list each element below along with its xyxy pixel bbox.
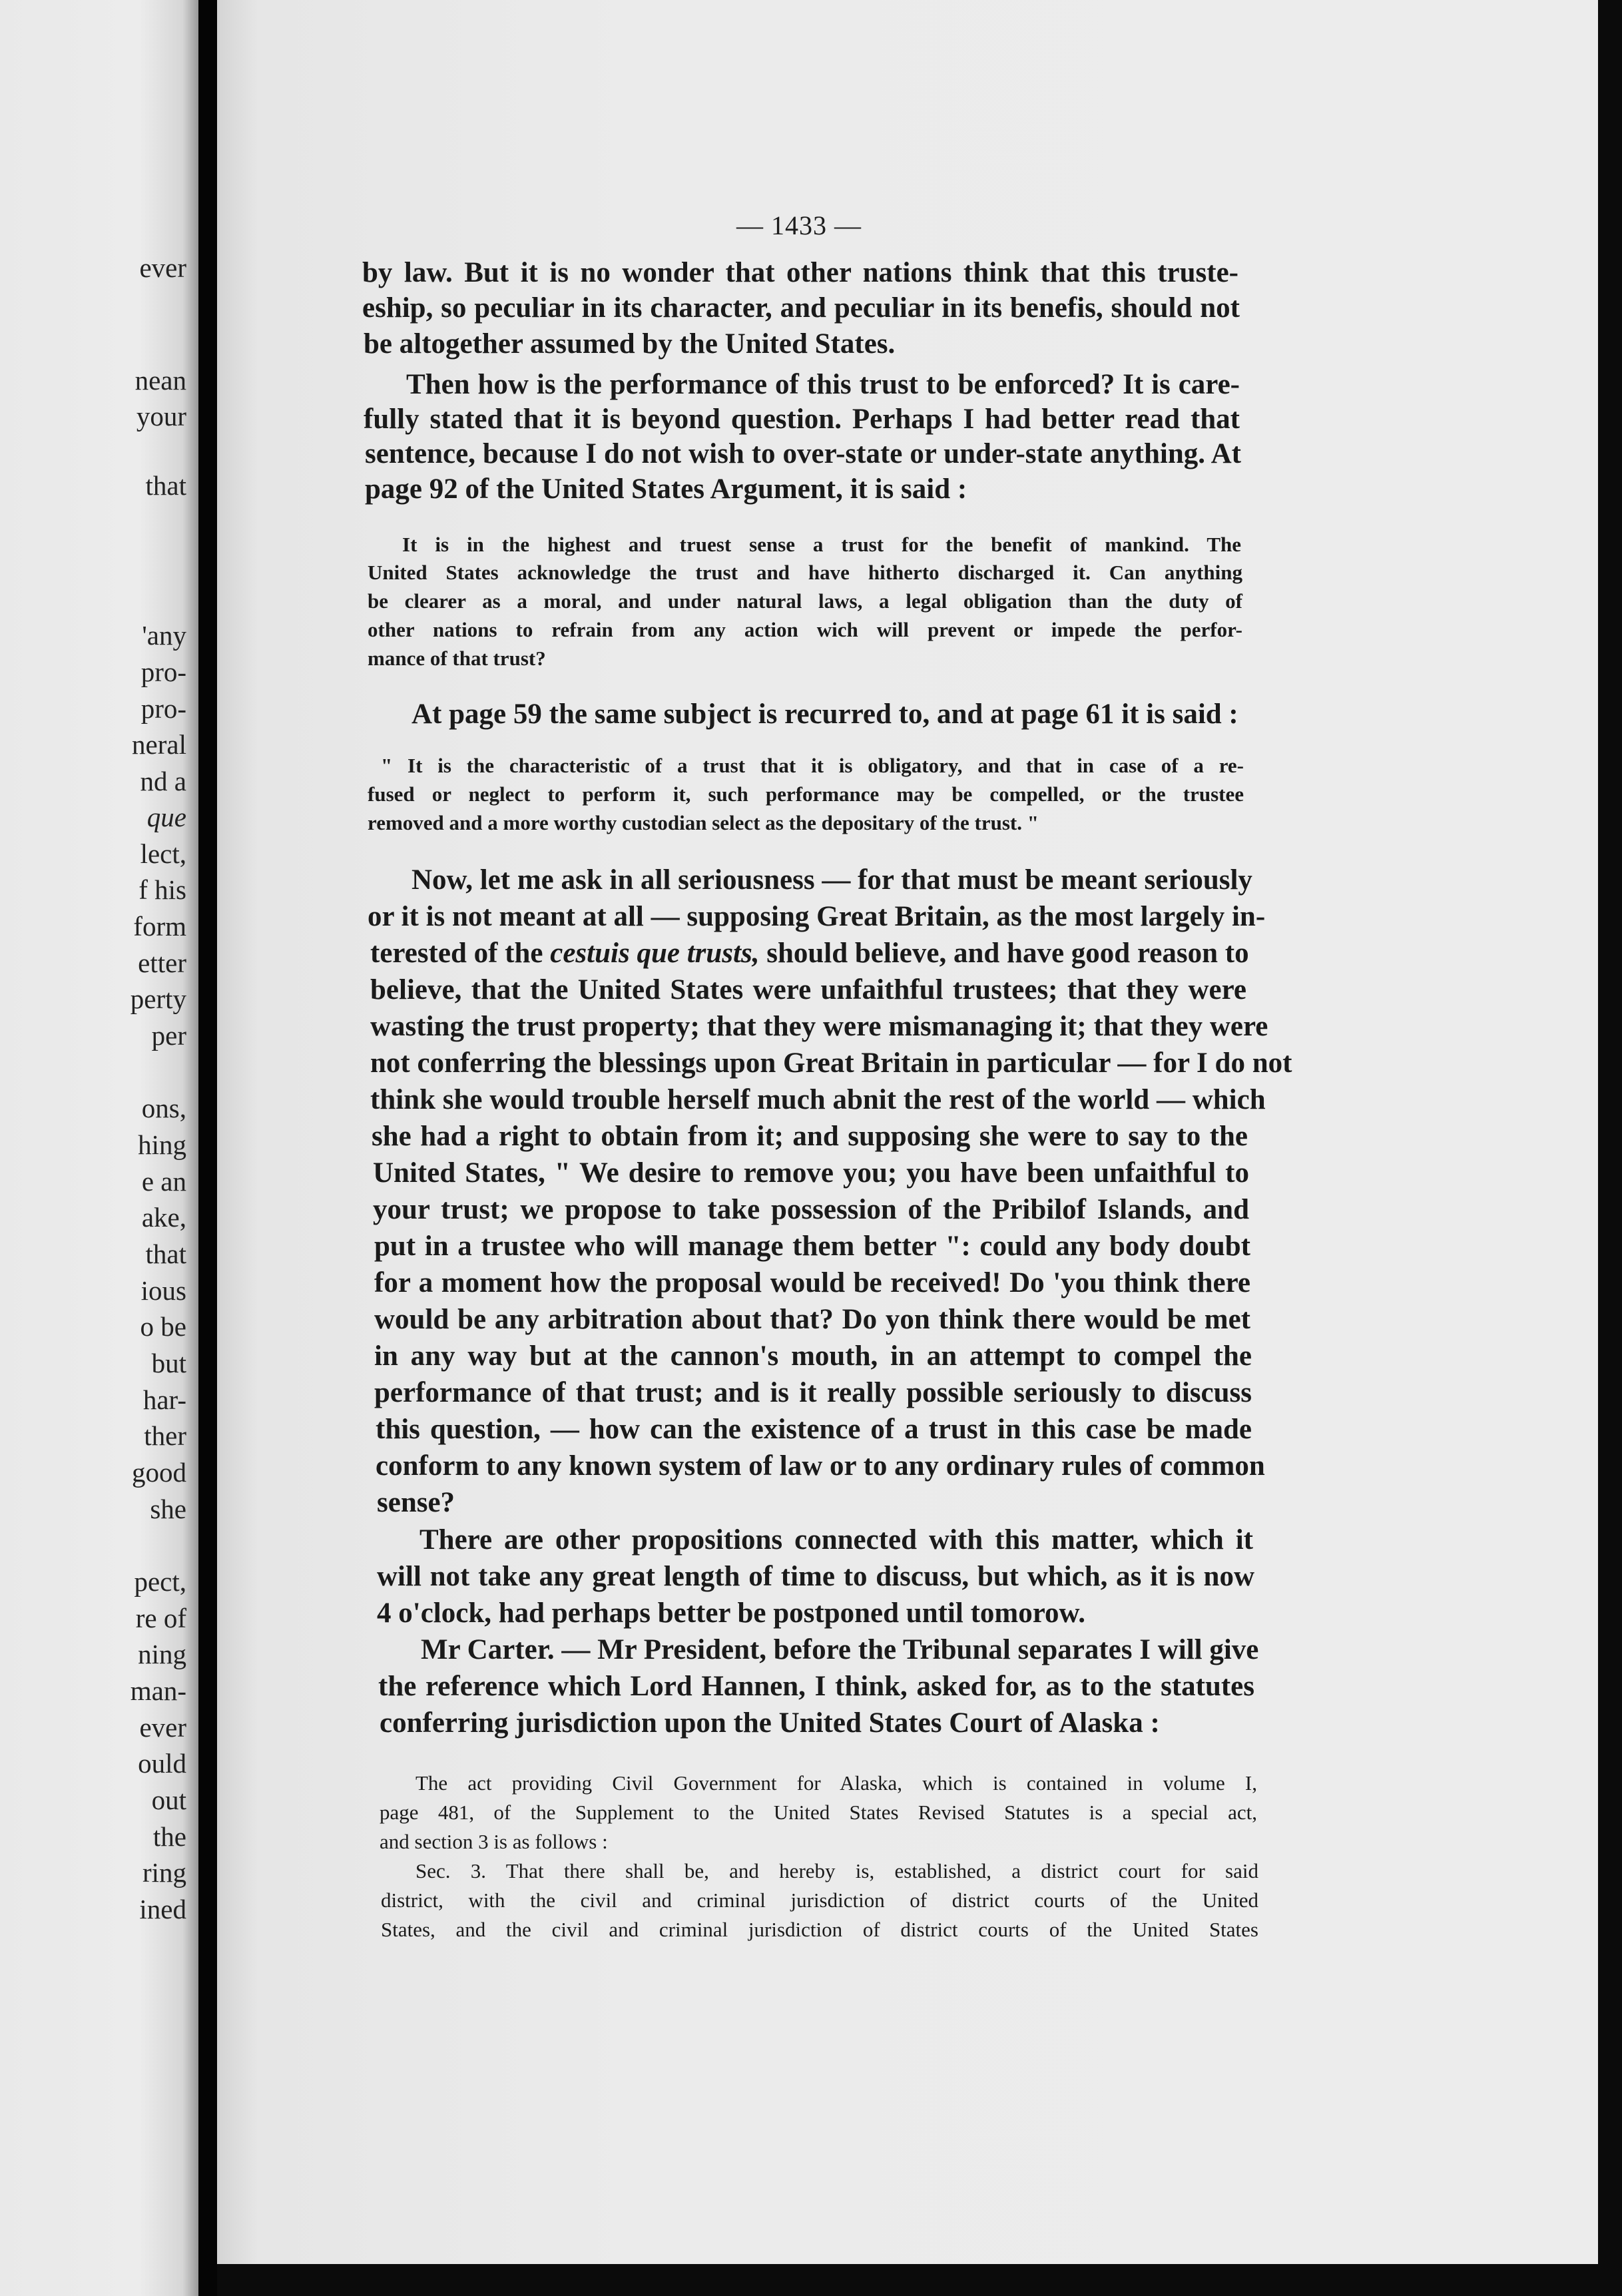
facing-fragment: pect, [134,1566,186,1597]
quote-line: other nations to refrain from any action wich will prevent or impede the perfor- [368,618,1242,641]
body-line: will not take any great length of time to discuss, but which, as it is now [377,1561,1254,1592]
body-line: put in a trustee who will manage them better ": could any body doubt [374,1231,1250,1262]
facing-fragment: re of [135,1603,186,1633]
body-line: would be any arbitration about that? Do yon think there would be met [374,1304,1250,1335]
italic-phrase: cestuis que trusts, [550,938,760,969]
body-line: fully stated that it is beyond question. Perhaps I had better read that [364,404,1240,435]
page-edge [1598,0,1622,2296]
facing-fragment: ould [138,1748,186,1779]
speaker-name: Mr Carter. [421,1634,555,1665]
facing-fragment: the [152,1821,186,1852]
facing-fragment: har- [142,1384,186,1415]
body-line: your trust; we propose to take possession of the Pribilof Islands, and [373,1194,1249,1225]
body-line: conferring jurisdiction upon the United States Court of Alaska : [380,1707,1160,1739]
body-text: should believe, and have good reason to [759,938,1249,969]
facing-fragment: ined [139,1894,186,1924]
quote-line: mance of that trust? [368,647,546,670]
body-line: Then how is the performance of this trust to be enforced? It is care- [406,369,1240,400]
quote-line: It is in the highest and truest sense a trust for the benefit of mankind. The [402,533,1241,556]
body-line [370,937,1249,970]
body-line: page 92 of the United States Argument, it is said : [365,473,967,505]
scan-border [217,2264,1598,2296]
facing-fragment: hing [138,1129,186,1160]
facing-fragment: perty [130,984,186,1014]
body-line: eship, so peculiar in its character, and peculiar in its benefis, should not [362,292,1240,324]
body-line: 4 o'clock, had perhaps better be postponed until tomorow. [377,1597,1085,1629]
body-line: Now, let me ask in all seriousness — for that must be meant seriously [411,864,1252,896]
quote-line: be clearer as a moral, and under natural laws, a legal obligation than the duty of [368,589,1242,613]
body-line: by law. But it is no wonder that other nations think that this truste- [362,257,1238,288]
body-text: terested of the [370,938,551,969]
facing-fragment: man- [130,1675,186,1706]
body-line: she had a right to obtain from it; and supposing she were to say to the [372,1121,1248,1152]
facing-fragment: that [145,1239,186,1269]
body-line: performance of that trust; and is it really possible seriously to discuss [374,1377,1252,1408]
facing-fragment: etter [138,948,186,978]
note-line: States, and the civil and criminal jurisdiction of district courts of the United States [381,1918,1258,1941]
body-line: think she would trouble herself much abnit the rest of the world — which [370,1084,1266,1115]
facing-fragment: ake, [141,1202,186,1233]
body-line: believe, that the United States were unfaithful trustees; that they were [370,974,1246,1005]
facing-fragment: out [151,1785,186,1815]
body-line: the reference which Lord Hannen, I think, asked for, as to the statutes [378,1671,1254,1702]
body-line: United States, " We desire to remove you; you have been unfaithful to [373,1157,1249,1189]
note-line: Sec. 3. That there shall be, and hereby is, established, a district court for said [415,1859,1258,1882]
facing-fragment: ious [140,1275,186,1306]
body-line: conform to any known system of law or to any ordinary rules of common [376,1450,1265,1482]
body-line: in any way but at the cannon's mouth, in an attempt to compel the [374,1340,1252,1372]
body-line: for a moment how the proposal would be received! Do 'you think there [374,1267,1250,1298]
note-line: The act providing Civil Government for Alaska, which is contained in volume I, [415,1771,1257,1795]
facing-fragment: lect, [140,838,186,869]
facing-fragment: 'any [142,620,186,651]
quote-line: " It is the characteristic of a trust that it is obligatory, and that in case of a re- [381,754,1244,777]
facing-fragment: neral [132,729,186,760]
body-line: this question, — how can the existence of a trust in this case be made [376,1414,1252,1445]
body-line: At page 59 the same subject is recurred to, and at page 61 it is said : [411,699,1238,730]
facing-fragment: f his [138,874,186,905]
facing-fragment: ons, [141,1093,186,1123]
page-number: — 1433 — [736,210,862,240]
body-line: or it is not meant at all — supposing Great Britain, as the most largely in- [368,901,1266,932]
facing-page [0,0,198,2296]
quote-line: removed and a more worthy custodian select as the depositary of the trust. " [368,811,1039,834]
facing-fragment: she [150,1494,186,1524]
note-line: page 481, of the Supplement to the United States Revised Statutes is a special act, [380,1801,1257,1824]
facing-fragment: pro- [140,657,186,687]
facing-fragment: your [136,401,186,431]
facing-fragment: e an [141,1166,186,1197]
facing-fragment: good [132,1457,186,1488]
facing-fragment: que [146,802,186,832]
body-line: sense? [377,1487,455,1518]
facing-fragment: ring [142,1857,186,1888]
facing-fragment: ever [139,252,186,283]
note-line: district, with the civil and criminal jurisdiction of district courts of the United [381,1888,1258,1912]
facing-fragment: ther [144,1420,186,1451]
body-line [421,1633,1259,1666]
facing-fragment: but [151,1348,186,1378]
body-line: be altogether assumed by the United States. [364,328,896,360]
facing-fragment: nean [135,365,186,396]
facing-fragment: ever [139,1712,186,1743]
body-text: — Mr President, before the Tribunal separates I will give [554,1634,1259,1665]
body-line: not conferring the blessings upon Great Britain in particular — for I do not [370,1047,1292,1079]
facing-fragment: o be [140,1311,186,1342]
body-line: wasting the trust property; that they were mismanaging it; that they were [370,1011,1268,1042]
note-line: and section 3 is as follows : [380,1830,608,1853]
quote-line: fused or neglect to perform it, such performance may be compelled, or the trustee [368,782,1244,806]
facing-fragment: per [151,1020,186,1051]
book-gutter [198,0,217,2296]
facing-fragment: form [133,911,186,942]
facing-fragment: that [145,470,186,501]
quote-line: United States acknowledge the trust and have hitherto discharged it. Can anything [368,561,1242,584]
facing-fragment: ning [138,1639,186,1669]
facing-fragment: nd a [140,766,186,796]
body-line: sentence, because I do not wish to over-state or under-state anything. At [365,438,1241,469]
facing-fragment: pro- [140,693,186,724]
body-line: There are other propositions connected with this matter, which it [419,1524,1253,1556]
